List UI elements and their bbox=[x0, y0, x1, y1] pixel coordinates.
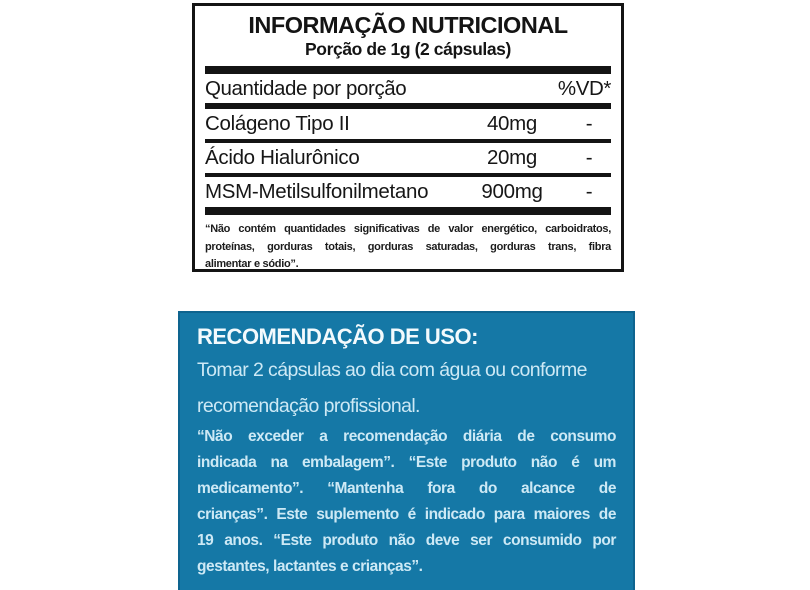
warning-line: “Não exceder a recomendação diária de consumo bbox=[197, 428, 616, 445]
nutrient-amount: 20mg bbox=[486, 146, 538, 169]
warning-line: 19 anos. “Este produto não deve ser consumido por bbox=[197, 532, 616, 549]
table-row bbox=[205, 143, 611, 173]
nutrient-name: MSM-Metilsulfonilmetano bbox=[205, 180, 429, 203]
nutrient-dv: - bbox=[585, 112, 593, 135]
usage-instructions bbox=[197, 352, 616, 424]
divider-thick-bottom bbox=[205, 207, 611, 215]
nutrient-amount: 40mg bbox=[486, 112, 538, 135]
quantity-per-serving-label: Quantidade por porção bbox=[205, 76, 407, 100]
table-row bbox=[205, 109, 611, 139]
daily-value-header: %VD* bbox=[557, 76, 611, 100]
footnote-line: alimentar e sódio”. bbox=[205, 258, 299, 270]
footnote-line: proteínas, gorduras totais, gorduras saturadas, gorduras trans, fibra bbox=[205, 240, 611, 253]
nutrition-table-title: INFORMAÇÃO NUTRICIONAL bbox=[248, 12, 568, 38]
usage-heading: RECOMENDAÇÃO DE USO: bbox=[197, 324, 478, 349]
usage-recommendation-box bbox=[178, 311, 635, 590]
warning-line: crianças”. Este suplemento é indicado para maiores de bbox=[197, 506, 616, 523]
nutrient-amount: 900mg bbox=[481, 180, 543, 203]
nutrient-name: Colágeno Tipo II bbox=[205, 112, 350, 135]
table-header-row bbox=[205, 74, 611, 103]
divider-thick-top bbox=[205, 66, 611, 74]
usage-warning bbox=[197, 424, 616, 580]
footnote-line: “Não contém quantidades significativas de valor energético, carboidratos, bbox=[205, 223, 611, 235]
warning-line: indicada na embalagem”. “Este produto não é um bbox=[197, 454, 616, 471]
nutrition-footnote bbox=[205, 221, 611, 272]
usage-line: recomendação profissional. bbox=[197, 395, 420, 417]
warning-line: medicamento”. “Mantenha fora do alcance de bbox=[197, 480, 616, 497]
table-row bbox=[205, 177, 611, 207]
nutrition-table bbox=[192, 3, 624, 272]
nutrient-dv: - bbox=[585, 146, 593, 169]
nutrient-name: Ácido Hialurônico bbox=[205, 146, 360, 169]
usage-line: Tomar 2 cápsulas ao dia com água ou conforme bbox=[197, 359, 587, 381]
nutrition-table-subtitle: Porção de 1g (2 cápsulas) bbox=[305, 39, 511, 59]
warning-line: gestantes, lactantes e crianças”. bbox=[197, 558, 423, 575]
nutrient-dv: - bbox=[585, 180, 593, 203]
